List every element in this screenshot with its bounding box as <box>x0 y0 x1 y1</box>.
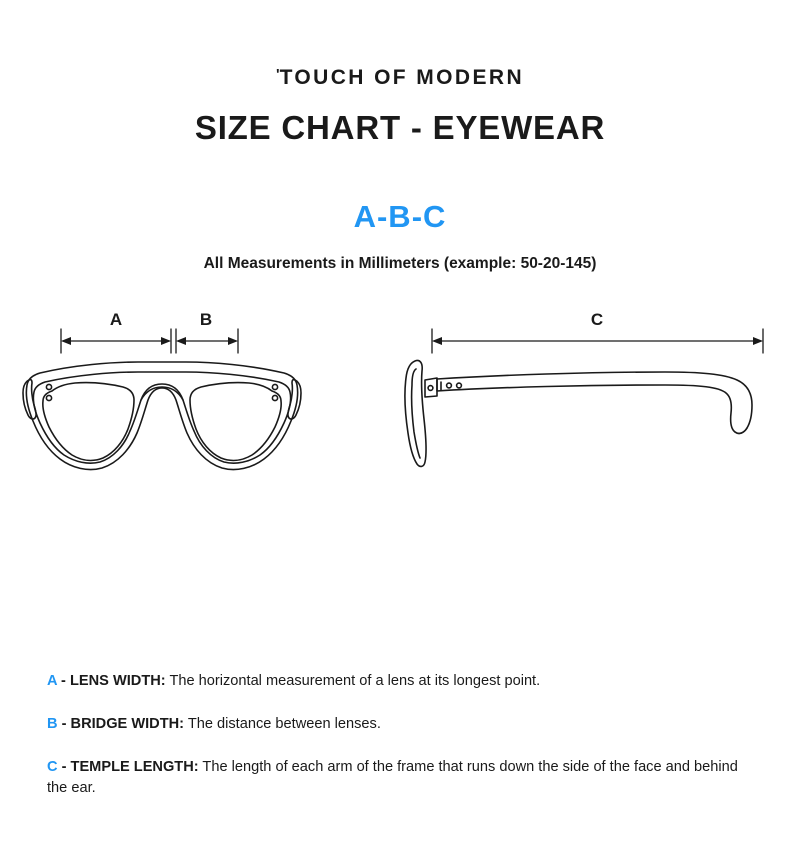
legend-sep-c: - <box>57 759 71 776</box>
legend-term-lens-width: LENS WIDTH: <box>69 673 166 689</box>
eyewear-diagram <box>0 301 800 531</box>
legend-key-a: A <box>47 673 57 689</box>
legend-desc-bridge-width: The distance between lenses. <box>184 716 381 733</box>
measurement-units-note: All Measurements in Millimeters (example: 50-20-145) <box>203 255 597 272</box>
legend <box>47 671 753 800</box>
dimension-arrow-b <box>176 329 238 353</box>
legend-term-temple-length: TEMPLE LENGTH: <box>70 759 199 776</box>
legend-item-lens-width <box>47 671 753 692</box>
legend-desc-temple-length: The length of each arm of the frame that runs down the side of the face and behind the ear. <box>47 759 738 797</box>
dimension-arrow-a <box>61 329 171 353</box>
brand-tick: ' <box>275 66 280 83</box>
dimension-label-c: C <box>590 310 604 329</box>
legend-item-bridge-width <box>47 714 753 735</box>
brand-name: TOUCH OF MODERN <box>279 66 525 89</box>
dimension-arrow-c <box>432 329 763 353</box>
eyeglasses-front-view <box>23 362 301 470</box>
legend-desc-lens-width: The horizontal measurement of a lens at its longest point. <box>165 673 541 689</box>
brand-wordmark <box>0 66 800 90</box>
size-chart-page <box>0 66 800 866</box>
legend-sep-b: - <box>57 716 71 733</box>
page-title: SIZE CHART - EYEWEAR <box>194 109 606 146</box>
dimension-label-b: B <box>199 310 213 329</box>
abc-heading: A-B-C <box>353 199 447 234</box>
legend-term-bridge-width: BRIDGE WIDTH: <box>70 716 185 733</box>
legend-key-b: B <box>47 716 58 733</box>
eyeglasses-side-view <box>405 360 752 466</box>
dimension-label-a: A <box>109 310 123 329</box>
legend-sep-a: - <box>57 673 70 689</box>
legend-key-c: C <box>47 759 58 776</box>
eyewear-diagram-svg <box>0 301 800 531</box>
legend-item-temple-length <box>47 757 753 799</box>
